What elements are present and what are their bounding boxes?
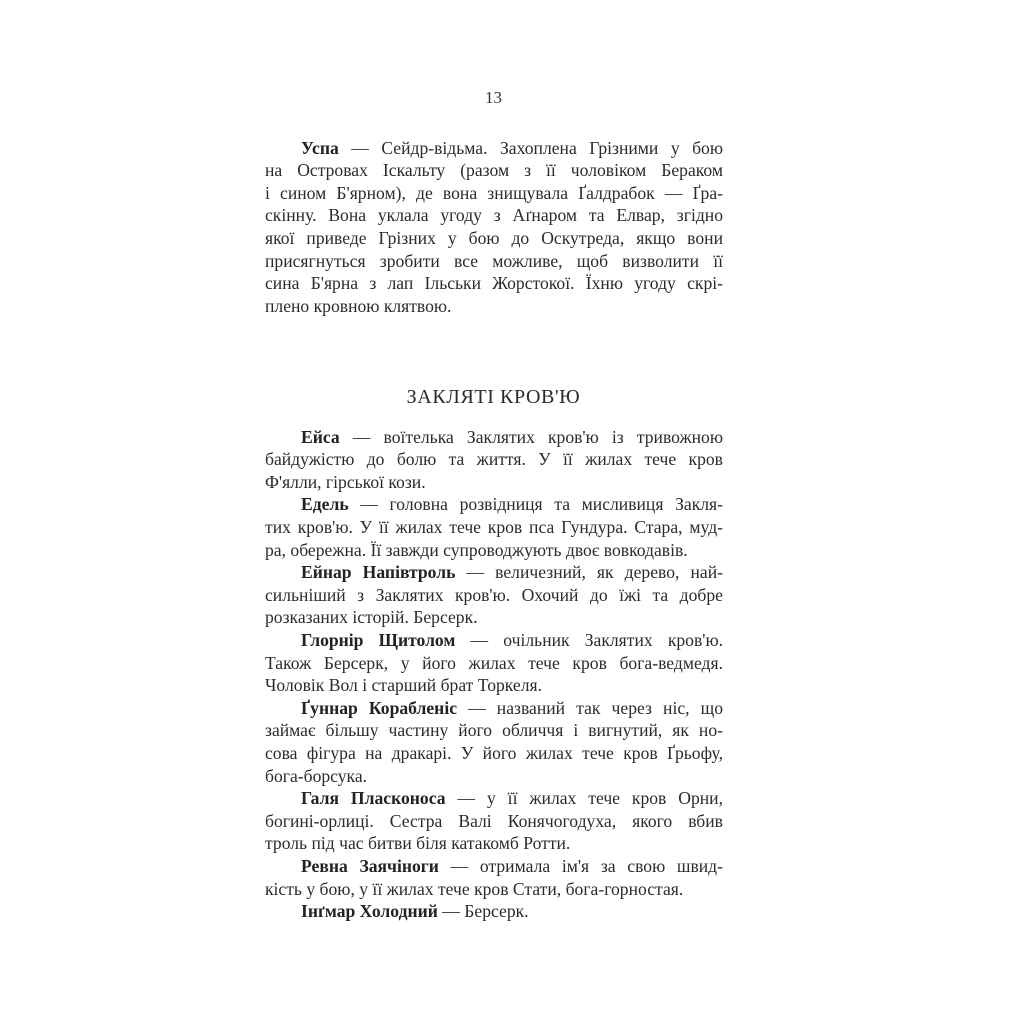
entry-line: розказаних історій. Берсерк. (265, 607, 478, 628)
character-name: Галя Пласконоса (301, 788, 446, 809)
entry-line: Ґуннар Корабленіс — названий так через ніс, що (301, 697, 723, 718)
entry-line: Ейнар Напівтроль — величезний, як дерево, най- (301, 562, 723, 583)
entry-line: займає більшу частину його обличчя і вигнутий, як но- (265, 720, 723, 741)
entry-line: троль під час битви біля катакомб Ротти. (265, 833, 571, 854)
entry-line: Також Берсерк, у його жилах тече кров бога-ведмедя. (265, 652, 723, 673)
entry-line: скінну. Вона уклала угоду з Аґнаром та Елвар, згідно (265, 205, 723, 226)
entry-line: присягнуться зробити все можливе, щоб визволити її (265, 250, 723, 271)
page-number: 13 (485, 88, 502, 107)
entry-line: сина Б'ярна з лап Ільськи Жорстокої. Їхню угоду скрі- (265, 273, 723, 294)
entry-line: байдужістю до болю та життя. У її жилах тече кров (265, 449, 723, 470)
character-name: Ревна Заячіноги (301, 855, 439, 876)
section-heading: ЗАКЛЯТІ КРОВ'Ю (406, 386, 581, 408)
character-name: Глорнір Щитолом (301, 630, 456, 651)
entry-line: Ф'ялли, гірської кози. (265, 471, 426, 492)
character-name: Інґмар Холодний (301, 901, 438, 922)
entry-line: Ейса — воїтелька Заклятих кров'ю із тривожною (301, 426, 723, 447)
entry-line: і сином Б'ярном), де вона знищувала Ґалдрабок — Ґра- (265, 182, 723, 203)
character-entry-uspa (265, 137, 723, 318)
character-name: Едель (301, 494, 349, 515)
character-name: Ейнар Напівтроль (301, 562, 456, 583)
entry-line: плено кровною клятвою. (265, 295, 452, 316)
entry-line: ра, обережна. Її завжди супроводжують двоє вовкодавів. (265, 539, 688, 560)
entry-line: сильніший з Заклятих кров'ю. Охочий до їжі та добре (265, 584, 723, 605)
entry-line: Едель — головна розвідниця та мисливиця Закля- (301, 494, 723, 515)
character-name: Успа (301, 137, 339, 158)
character-list (265, 426, 723, 923)
entry-line: бога-борсука. (265, 765, 368, 786)
character-name: Ґуннар Корабленіс (301, 697, 458, 718)
entry-line: Інґмар Холодний — Берсерк. (301, 901, 529, 922)
entry-line: богині-орлиці. Сестра Валі Конячогодуха, якого вбив (265, 810, 723, 831)
entry-line: тих кров'ю. У її жилах тече кров пса Гундура. Стара, муд- (265, 517, 723, 538)
entry-line: кість у бою, у її жилах тече кров Стати, бога-горностая. (265, 878, 684, 899)
entry-line: Чоловік Вол і старший брат Торкеля. (265, 675, 542, 696)
entry-line: якої приведе Грізних у бою до Оскутреда, якщо вони (265, 228, 723, 249)
entry-line: на Островах Іскальту (разом з її чоловіком Бераком (265, 160, 723, 181)
entry-line: Глорнір Щитолом — очільник Заклятих кров'ю. (301, 630, 723, 651)
entry-line: Успа — Сейдр-відьма. Захоплена Грізними у бою (301, 137, 723, 158)
entry-line: Галя Пласконоса — у її жилах тече кров Орни, (301, 788, 723, 809)
entry-line: Ревна Заячіноги — отримала ім'я за свою швид- (301, 855, 723, 876)
character-name: Ейса (301, 426, 340, 447)
entry-line: сова фігура на дракарі. У його жилах тече кров Ґрьофу, (265, 743, 723, 763)
